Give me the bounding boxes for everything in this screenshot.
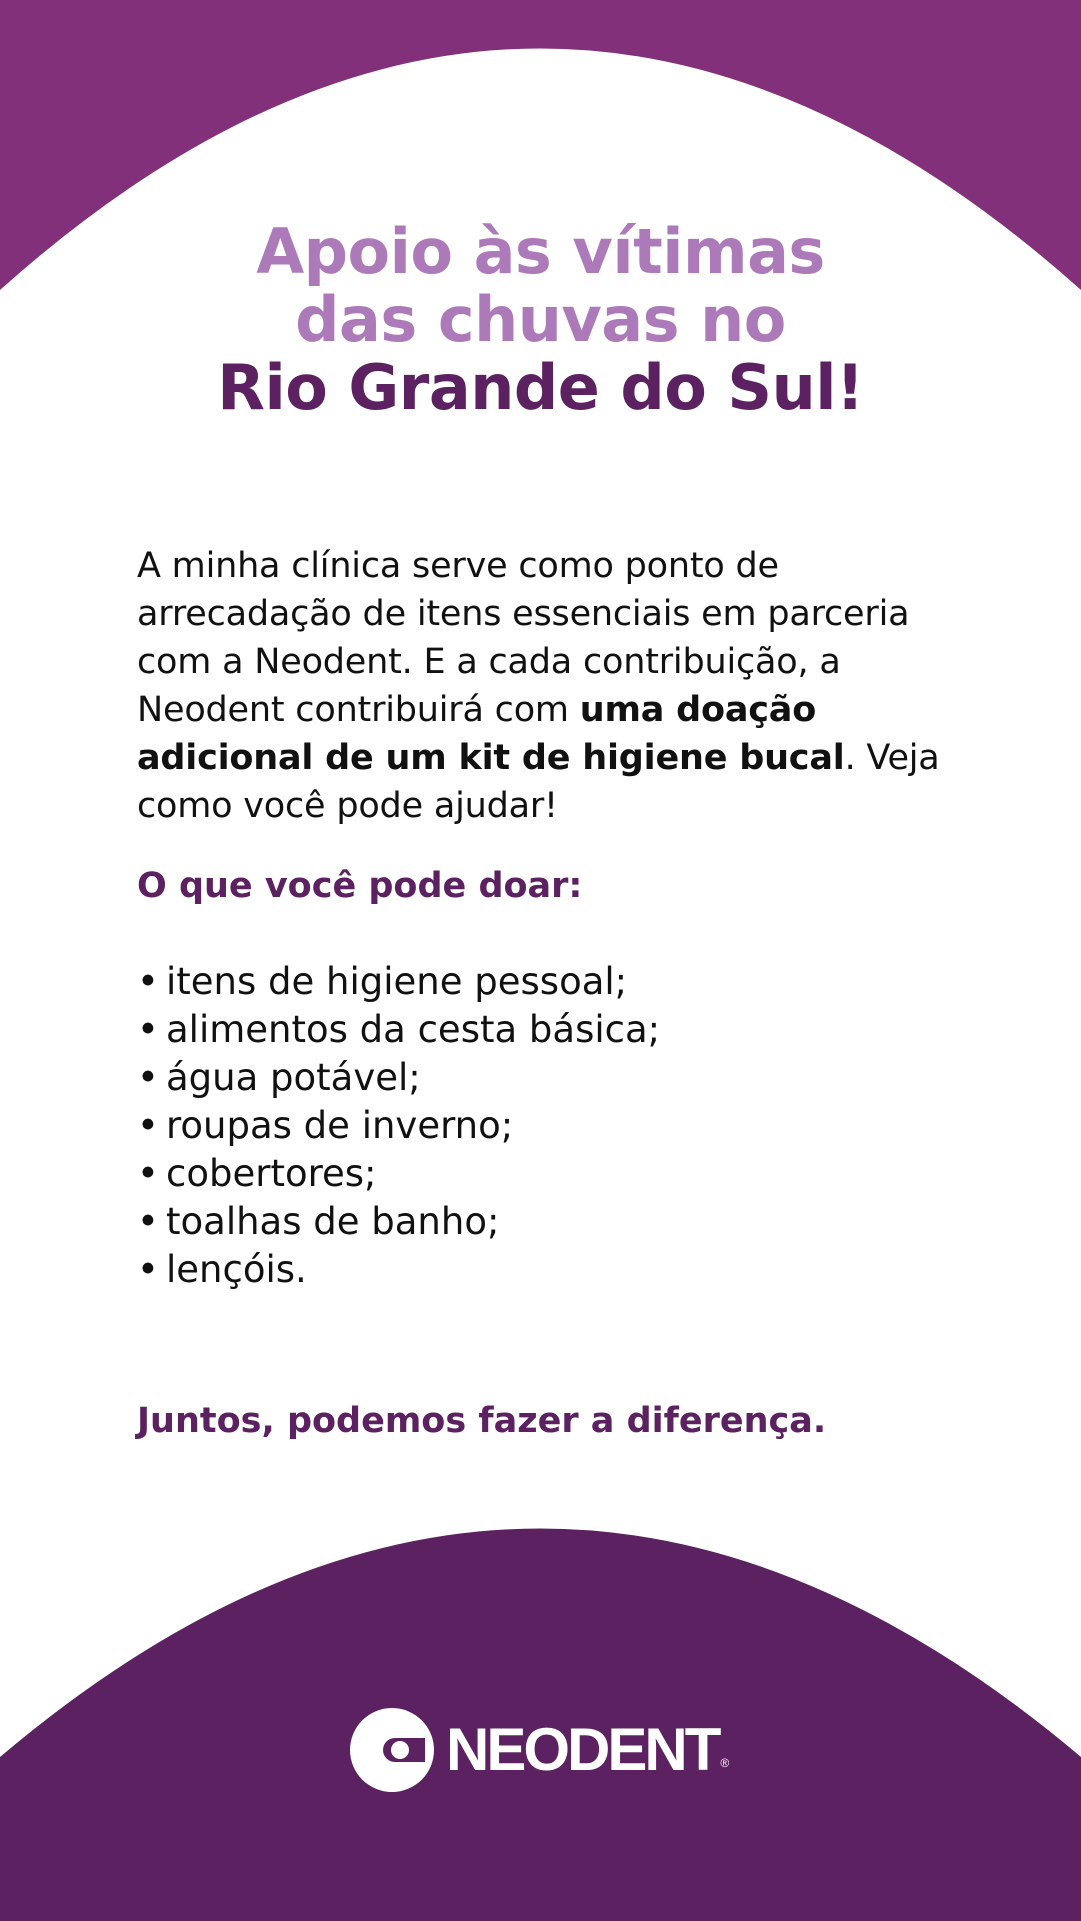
donation-item: • toalhas de banho; (137, 1198, 660, 1246)
neodent-logo-icon (350, 1708, 434, 1792)
donation-list (137, 958, 660, 1294)
donation-item: • lençóis. (137, 1246, 660, 1294)
donation-item: • roupas de inverno; (137, 1102, 660, 1150)
donation-item: • alimentos da cesta básica; (137, 1006, 660, 1054)
donations-heading: O que você pode doar: (137, 866, 583, 906)
neodent-logo (350, 1708, 729, 1792)
title-line-1: Apoio às vítimas (256, 215, 825, 288)
donation-item: • itens de higiene pessoal; (137, 958, 660, 1006)
intro-highlight: uma doação adicional de um kit de higiene bucal (137, 690, 845, 778)
title-line-3: Rio Grande do Sul! (217, 351, 864, 424)
closing-message: Juntos, podemos fazer a diferença. (137, 1401, 827, 1441)
logo-wordmark: NEODENT (446, 1716, 719, 1783)
intro-text-end: . Veja como você pode ajudar! (137, 738, 940, 826)
title-line-2: das chuvas no (295, 283, 786, 356)
registered-mark: ® (720, 1756, 730, 1770)
donation-item: • água potável; (137, 1054, 660, 1102)
intro-paragraph (137, 542, 967, 830)
intro-text-start: A minha clínica serve como ponto de arrecadação de itens essenciais em parceria com a Neodent. E a cada contribuição, a Neodent contribuirá com (137, 546, 910, 730)
donation-item: • cobertores; (137, 1150, 660, 1198)
page-title (0, 215, 1081, 424)
